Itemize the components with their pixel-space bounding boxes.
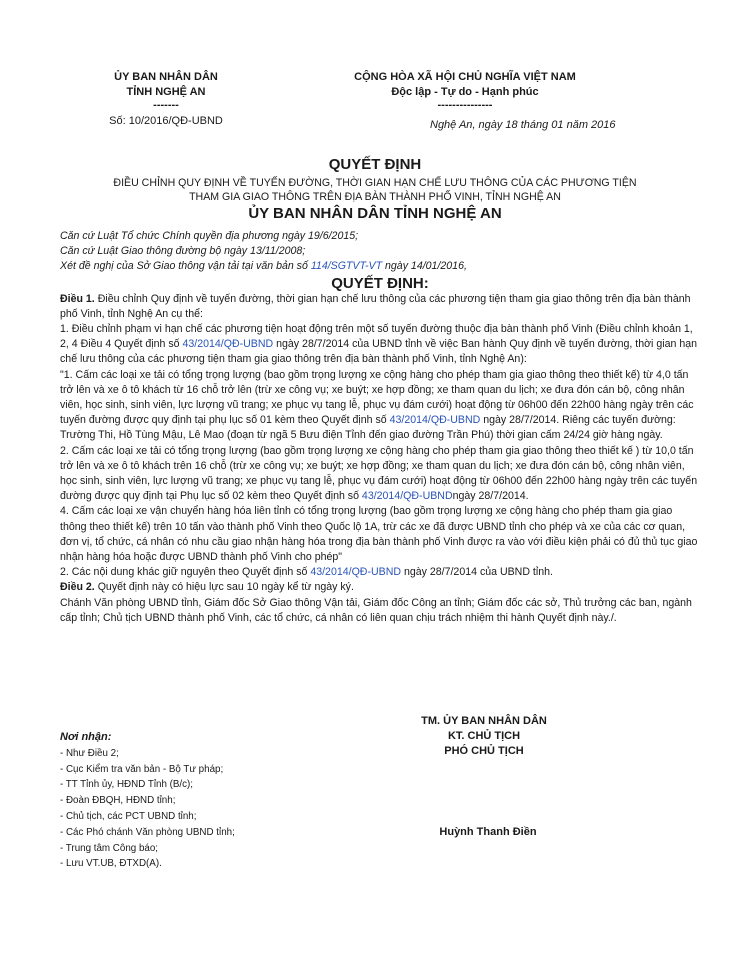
- basis-3-text: Xét đề nghị của Sở Giao thông vận tải tại văn bản số: [60, 260, 311, 273]
- recipients-block: [60, 730, 340, 872]
- item-2-text: 2. Cấm các loại xe tải có tổng trọng lượng (bao gồm trọng lượng xe cộng hàng cho phép tham gia giao thông theo thiết kế ) từ 10,0 tấn trở lên và xe ô tô khách trên 16 chỗ (trừ xe công vụ; xe buýt; xe hợp đồng; xe tham quan du lịch; xe đưa đón cán bộ, công nhân viên, học sinh, sinh viên, lực lượng vũ trang; xe phục vụ tang lễ, phục vụ đám cưới) hoạt động từ 06h00 đến 22h00 hàng ngày trên các tuyến đường được quy định tại Phụ lục số 02 kèm theo Quyết định số: [60, 444, 698, 503]
- document-number: Số: 10/2016/QĐ-UBND: [109, 115, 223, 127]
- quoted-item-2: [60, 444, 700, 505]
- legal-basis-1: Căn cứ Luật Tổ chức Chính quyền địa phương ngày 19/6/2015;: [60, 230, 359, 242]
- agency-name-line1: ỦY BAN NHÂN DÂN: [114, 71, 218, 83]
- subject-line2: THAM GIA GIAO THÔNG TRÊN ĐỊA BÀN THÀNH PHỐ VINH, TỈNH NGHỆ AN: [189, 191, 561, 203]
- national-motto: [300, 70, 630, 111]
- signature-line1: TM. ỦY BAN NHÂN DÂN: [421, 715, 547, 727]
- basis-3-date: ngày 14/01/2016,: [382, 260, 467, 273]
- list-item: - Trung tâm Công báo;: [60, 842, 159, 854]
- article-1-clause-1: [60, 322, 700, 368]
- list-item: - Các Phó chánh Văn phòng UBND tỉnh;: [60, 826, 235, 838]
- legal-basis-2: Căn cứ Luật Giao thông đường bộ ngày 13/11/2008;: [60, 245, 306, 258]
- list-item: - TT Tỉnh ủy, HĐND Tỉnh (B/c);: [60, 779, 194, 791]
- list-item: - Lưu VT.UB, ĐTXD(A).: [60, 858, 162, 870]
- list-item: - Chủ tịch, các PCT UBND tỉnh;: [60, 810, 197, 822]
- signature-line2: KT. CHỦ TỊCH: [447, 730, 521, 742]
- clause-2-text-end: ngày 28/7/2014 của UBND tỉnh.: [401, 566, 553, 579]
- issue-date: Nghệ An, ngày 18 tháng 01 năm 2016: [430, 119, 616, 131]
- document-title: QUYẾT ĐỊNH: [328, 156, 422, 173]
- decision-link[interactable]: 43/2014/QĐ-UBND: [361, 490, 453, 503]
- article-1-text: Điều chỉnh Quy định về tuyến đường, thời gian hạn chế lưu thông của các phương tiện tham gia giao thông trên địa bàn thành phố Vinh, tỉnh Nghệ An cụ thể:: [60, 292, 691, 320]
- subject-line1: ĐIỀU CHỈNH QUY ĐỊNH VỀ TUYẾN ĐƯỜNG, THỜI GIAN HẠN CHẾ LƯU THÔNG CỦA CÁC PHƯƠNG TIỆN: [113, 177, 637, 189]
- list-item: - Cục Kiểm tra văn bản - Bộ Tư pháp;: [60, 763, 224, 775]
- signature-block: [396, 714, 572, 759]
- nation-separator: ---------------: [437, 99, 493, 111]
- signer-name: Huỳnh Thanh Điền: [439, 826, 537, 838]
- article-2: [60, 580, 700, 595]
- issuing-agency: [78, 70, 254, 129]
- clause-1-text: 1. Điều chỉnh phạm vi hạn chế các phương tiện hoạt động trên một số tuyến đường thuộc địa bàn thành phố Vinh (Điều chỉnh khoản 1, 2, 4 Điều 4 Quyết định số: [60, 323, 693, 351]
- decision-link[interactable]: 43/2014/QĐ-UBND: [182, 338, 274, 351]
- decision-link[interactable]: 43/2014/QĐ-UBND: [310, 566, 402, 579]
- nation-name: CỘNG HÒA XÃ HỘI CHỦ NGHĨA VIỆT NAM: [354, 71, 576, 83]
- clause-2-text: 2. Các nội dung khác giữ nguyên theo Quyết định số: [60, 566, 311, 579]
- clause-1-text-end: ngày 28/7/2014 của UBND tỉnh về việc Ban hành Quy định về tuyến đường, thời gian hạn chế lưu thông của các phương tiện tham gia giao thông trên địa bàn thành phố Vinh, tỉnh Nghệ An):: [60, 338, 698, 366]
- item-1-text: "1. Cấm các loại xe tải có tổng trọng lượng (bao gồm trọng lượng xe cộng hàng cho phép tham gia giao thông theo thiết kế) từ 4,0 tấn trở lên và xe ô tô khách từ 16 chỗ trở lên (trừ xe công vụ; xe buýt; xe hợp đồng; xe tham quan du lịch; xe đưa đón cán bộ, công nhân viên, học sinh, sinh viên, lực lượng vũ trang; xe phục vụ tang lễ, phục vụ đám cưới) hoạt động từ 06h00 đến 22h00 hàng ngày trên các tuyến đường được quy định tại phụ lục số 01 kèm theo Quyết định số: [60, 368, 694, 427]
- list-item: - Như Điều 2;: [60, 747, 119, 759]
- article-1-clause-2: [60, 565, 700, 580]
- document-subject: [0, 176, 750, 204]
- decision-heading: QUYẾT ĐỊNH:: [331, 274, 429, 292]
- article-1-intro: [60, 292, 700, 322]
- article-1-label: Điều 1.: [60, 292, 95, 305]
- article-2-responsibility: Chánh Văn phòng UBND tỉnh, Giám đốc Sở Giao thông Vận tải, Giám đốc Công an tỉnh; Giám đốc các sở, Thủ trưởng các ban, ngành cấp tỉnh; Chủ tịch UBND thành phố Vinh, các tổ chức, cá nhân có liên quan chịu trách nhiệm thi hành Quyết định này./.: [60, 596, 692, 624]
- quoted-item-4: 4. Cấm các loại xe vận chuyển hàng hóa liên tỉnh có tổng trọng lượng (bao gồm trọng lượng xe cộng hàng cho phép tham gia giao thông theo thiết kế) trên 10 tấn vào thành phố Vinh theo Quốc lộ 1A, trừ các xe đã được UBND tỉnh cho phép và xe của các cơ quan, đơn vị, tổ chức, cá nhân có nhu cầu giao nhận hàng hóa trong địa bàn thành phố Vinh được ra vào với điều kiện phải có đủ thủ tục giao nhận hàng hóa hoặc được UBND thành phố Vinh cho phép": [60, 505, 698, 564]
- agency-name-line2: TỈNH NGHỆ AN: [126, 86, 206, 98]
- recipients-heading: Nơi nhận:: [60, 731, 112, 743]
- document-link[interactable]: 114/SGTVT-VT: [310, 260, 383, 273]
- legal-basis-3: [60, 259, 700, 274]
- item-1-text-end: ngày 28/7/2014. Riêng các tuyến đường: Trường Thi, Hồ Tùng Mậu, Lê Mao (đoạn từ ngã 5 Bưu điện Tỉnh đến giao đường Trần Phú) thời gian cấm 24/24 giờ hàng ngày.: [60, 414, 676, 442]
- article-2-label: Điều 2.: [60, 581, 95, 594]
- signature-line3: PHÓ CHỦ TỊCH: [444, 745, 524, 757]
- item-2-text-end: ngày 28/7/2014.: [452, 490, 529, 503]
- nation-motto: Độc lập - Tự do - Hạnh phúc: [391, 86, 539, 98]
- document-body: [60, 229, 700, 626]
- article-2-text: Quyết định này có hiệu lực sau 10 ngày kể từ ngày ký.: [94, 581, 354, 594]
- list-item: - Đoàn ĐBQH, HĐND tỉnh;: [60, 795, 176, 807]
- authority-heading: ỦY BAN NHÂN DÂN TỈNH NGHỆ AN: [248, 205, 502, 222]
- decision-link[interactable]: 43/2014/QĐ-UBND: [389, 414, 481, 427]
- quoted-item-1: [60, 368, 700, 444]
- agency-separator: -------: [153, 99, 179, 111]
